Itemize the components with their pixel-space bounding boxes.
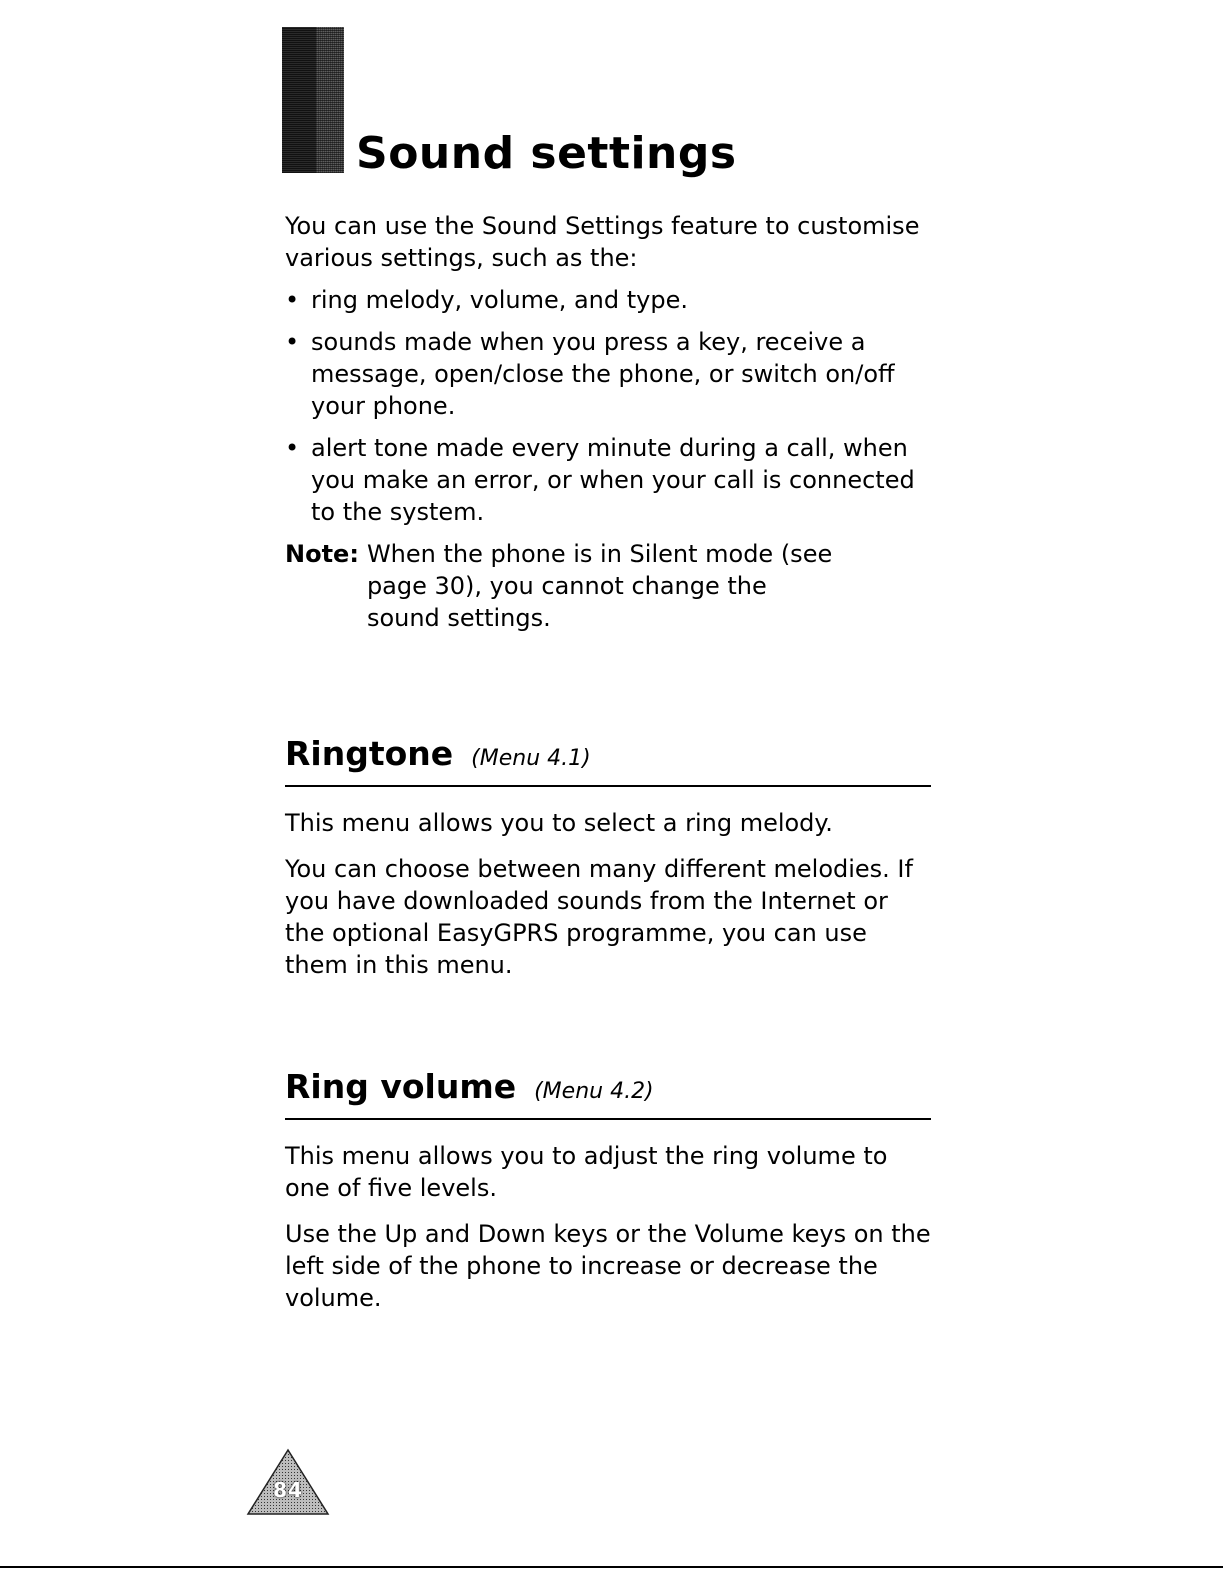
section-paragraph: Use the Up and Down keys or the Volume keys on the left side of the phone to increase or decrease the volume. [285, 1220, 931, 1312]
note-label: Note: [285, 540, 359, 568]
menu-reference: (Menu 4.2) [534, 1079, 654, 1104]
note-text: When the phone is in Silent mode (see page 30), you cannot change the sound settings. [366, 540, 833, 632]
section-body [285, 1140, 931, 1314]
section-title: Ring volume (Menu 4.2) [285, 1067, 654, 1106]
section-title: Ringtone (Menu 4.1) [285, 734, 591, 773]
list-item: • alert tone made every minute during a call, when you make an error, or when your call is connected to the system. [285, 432, 935, 528]
list-item: • sounds made when you press a key, receive a message, open/close the phone, or switch on/off your phone. [285, 326, 935, 422]
chapter-marker-bar [282, 27, 344, 173]
page-bottom-rule [0, 1566, 1223, 1568]
page-title: Sound settings [356, 128, 737, 179]
note-block [285, 538, 935, 634]
section-ringtone [285, 733, 931, 995]
section-paragraph: This menu allows you to adjust the ring volume to one of five levels. [285, 1142, 888, 1202]
section-heading [285, 1066, 931, 1120]
list-item: • ring melody, volume, and type. [285, 284, 935, 316]
section-paragraph: You can choose between many different melodies. If you have downloaded sounds from the Internet or the optional EasyGPRS programme, you can use them in this menu. [285, 855, 913, 979]
intro-block [285, 210, 935, 634]
section-body [285, 807, 931, 981]
page-number-badge [246, 1448, 330, 1516]
section-ring-volume [285, 1066, 931, 1328]
feature-list [285, 284, 935, 528]
intro-paragraph: You can use the Sound Settings feature to customise various settings, such as the: [285, 212, 920, 272]
menu-reference: (Menu 4.1) [471, 746, 591, 771]
section-heading [285, 733, 931, 787]
page-number: 84 [273, 1478, 303, 1502]
section-paragraph: This menu allows you to select a ring melody. [285, 809, 833, 837]
